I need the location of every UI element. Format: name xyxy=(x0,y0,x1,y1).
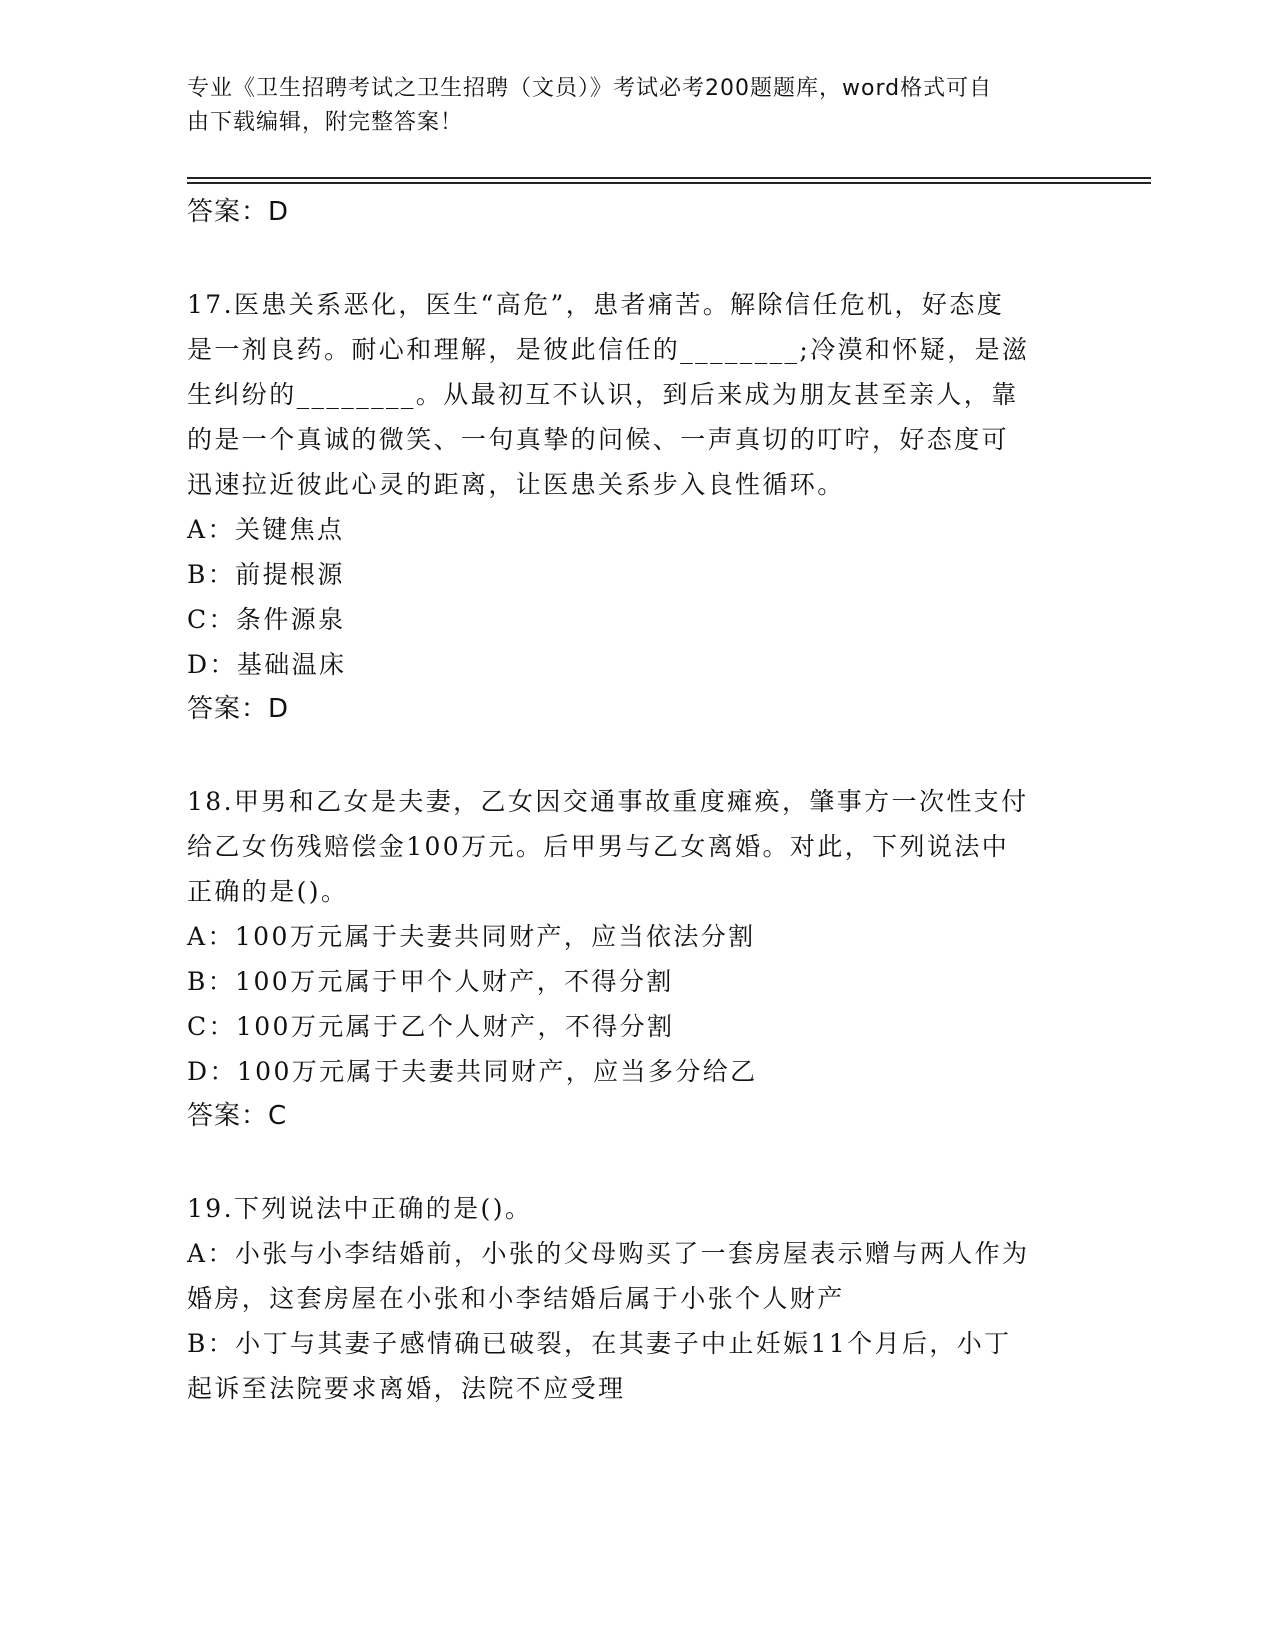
question-18 xyxy=(187,779,1087,1139)
question-17-option-b: B：前提根源 xyxy=(187,560,345,589)
question-17-line: 迅速拉近彼此心灵的距离，让医患关系步入良性循环。 xyxy=(187,470,845,499)
question-17-option-c: C：条件源泉 xyxy=(187,605,346,634)
question-17-option-d: D：基础温床 xyxy=(187,650,347,679)
question-19 xyxy=(187,1186,1087,1411)
question-19-option-a-cont: 婚房，这套房屋在小张和小李结婚后属于小张个人财产 xyxy=(187,1284,845,1313)
header-line-2: 由下载编辑，附完整答案！ xyxy=(187,110,464,135)
question-17-answer: 答案：D xyxy=(187,694,290,724)
previous-answer: 答案：D xyxy=(187,197,290,227)
question-18-option-a: A：100万元属于夫妻共同财产，应当依法分割 xyxy=(187,922,756,951)
question-17-line: 的是一个真诚的微笑、一句真挚的问候、一声真切的叮咛，好态度可 xyxy=(187,425,1010,454)
question-18-line: 正确的是()。 xyxy=(187,877,349,906)
question-19-option-b: B：小丁与其妻子感情确已破裂，在其妻子中止妊娠11个月后，小丁 xyxy=(187,1329,1012,1358)
header-rule-bottom xyxy=(187,182,1151,184)
question-18-line: 18.甲男和乙女是夫妻，乙女因交通事故重度瘫痪，肇事方一次性支付 xyxy=(187,787,1029,816)
question-18-option-c: C：100万元属于乙个人财产，不得分割 xyxy=(187,1012,675,1041)
question-17-line: 是一剂良药。耐心和理解，是彼此信任的________;冷漠和怀疑，是滋 xyxy=(187,335,1030,364)
page-header xyxy=(187,72,1067,140)
header-line-1: 专业《卫生招聘考试之卫生招聘（文员）》考试必考200题题库，word格式可自 xyxy=(187,76,993,101)
question-18-option-b: B：100万元属于甲个人财产，不得分割 xyxy=(187,967,674,996)
question-17-line: 17.医患关系恶化，医生“高危”，患者痛苦。解除信任危机，好态度 xyxy=(187,290,1005,319)
question-19-option-b-cont: 起诉至法院要求离婚，法院不应受理 xyxy=(187,1374,626,1403)
spacer xyxy=(187,235,1087,282)
question-17 xyxy=(187,282,1087,732)
question-19-line: 19.下列说法中正确的是()。 xyxy=(187,1194,533,1223)
spacer xyxy=(187,732,1087,779)
question-18-answer: 答案：C xyxy=(187,1101,288,1131)
document-body xyxy=(187,190,1087,1411)
question-17-option-a: A：关键焦点 xyxy=(187,515,345,544)
question-19-option-a: A：小张与小李结婚前，小张的父母购买了一套房屋表示赠与两人作为 xyxy=(187,1239,1030,1268)
question-18-line: 给乙女伤残赔偿金100万元。后甲男与乙女离婚。对此，下列说法中 xyxy=(187,832,1010,861)
question-18-option-d: D：100万元属于夫妻共同财产，应当多分给乙 xyxy=(187,1057,758,1086)
question-17-line: 生纠纷的________。从最初互不认识，到后来成为朋友甚至亲人，靠 xyxy=(187,380,1019,409)
header-rule-top xyxy=(187,177,1151,179)
spacer xyxy=(187,1139,1087,1186)
